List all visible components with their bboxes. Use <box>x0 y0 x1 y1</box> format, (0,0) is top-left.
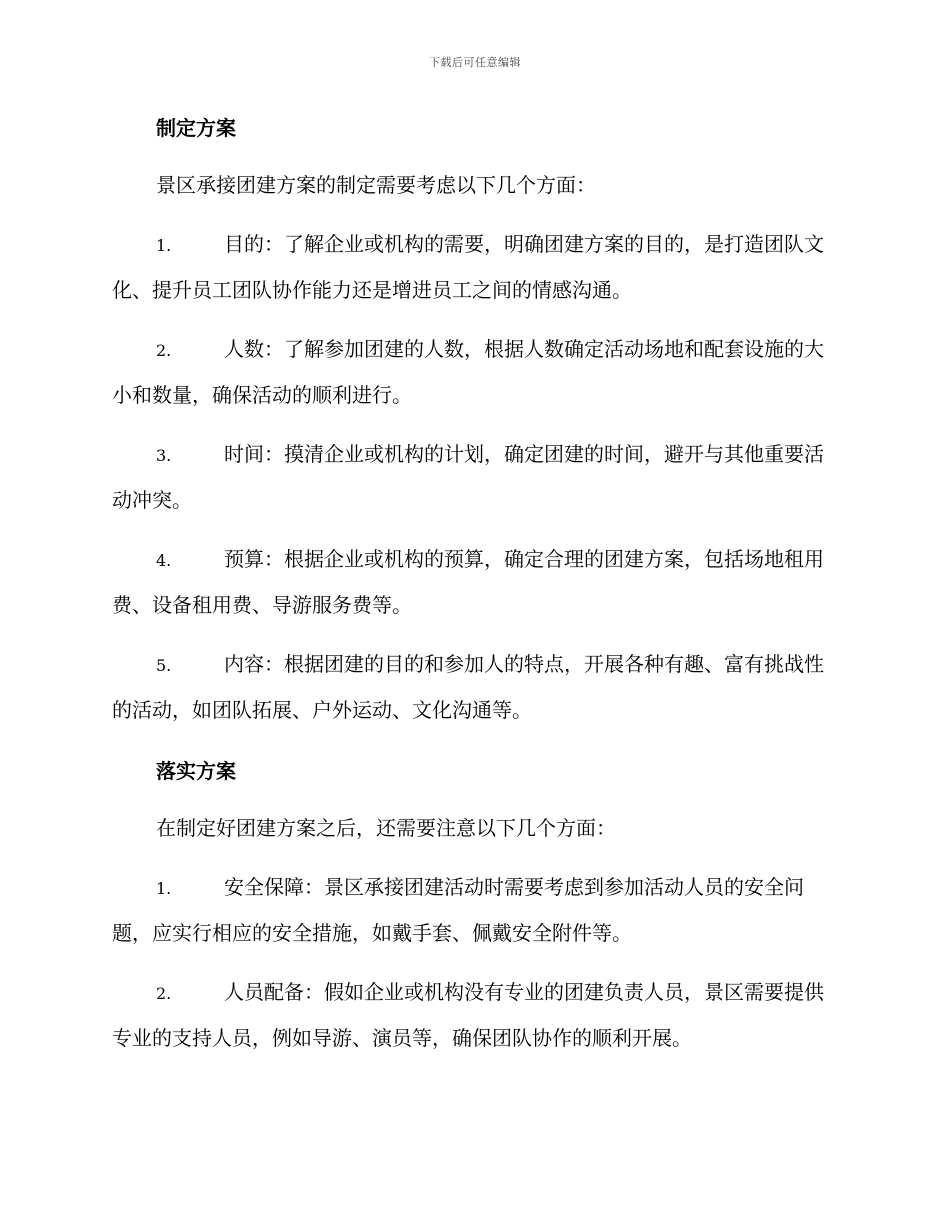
list-item <box>112 537 834 628</box>
list-item-number: 1. <box>156 879 172 898</box>
list-item <box>112 432 834 523</box>
list-item-text: 内容：根据团建的目的和参加人的特点，开展各种有趣、富有挑战性的活动，如团队拓展、户外运动、文化沟通等。 <box>112 652 824 722</box>
list-item-text: 人员配备：假如企业或机构没有专业的团建负责人员，景区需要提供专业的支持人员，例如导游、演员等，确保团队协作的顺利开展。 <box>112 980 824 1050</box>
list-item-text: 时间：摸清企业或机构的计划，确定团建的时间，避开与其他重要活动冲突。 <box>112 442 824 512</box>
list-item <box>112 865 834 956</box>
list-item-text: 目的：了解企业或机构的需要，明确团建方案的目的，是打造团队文化、提升员工团队协作能力还是增进员工之间的情感沟通。 <box>112 232 824 302</box>
list-item-text: 安全保障：景区承接团建活动时需要考虑到参加活动人员的安全问题，应实行相应的安全措施，如戴手套、佩戴安全附件等。 <box>112 875 804 945</box>
list-item-number: 4. <box>156 551 172 570</box>
section-heading: 落实方案 <box>156 759 236 783</box>
document-body <box>112 108 834 1075</box>
list-item-number: 2. <box>156 341 172 360</box>
list-item-number: 2. <box>156 984 172 1003</box>
section-intro: 景区承接团建方案的制定需要考虑以下几个方面： <box>156 173 596 197</box>
list-item <box>112 327 834 418</box>
list-item-number: 1. <box>156 236 172 255</box>
list-item <box>112 222 834 313</box>
list-item-text: 人数：了解参加团建的人数，根据人数确定活动场地和配套设施的大小和数量，确保活动的顺利进行。 <box>112 337 824 407</box>
list-item-number: 3. <box>156 446 172 465</box>
header-note: 下载后可任意编辑 <box>429 56 521 69</box>
list-item-text: 预算：根据企业或机构的预算，确定合理的团建方案，包括场地租用费、设备租用费、导游服务费等。 <box>112 547 824 617</box>
list-item <box>112 970 834 1061</box>
list-item <box>112 642 834 733</box>
list-item-number: 5. <box>156 656 172 675</box>
section-heading: 制定方案 <box>156 116 236 140</box>
section-intro: 在制定好团建方案之后，还需要注意以下几个方面： <box>156 816 616 840</box>
